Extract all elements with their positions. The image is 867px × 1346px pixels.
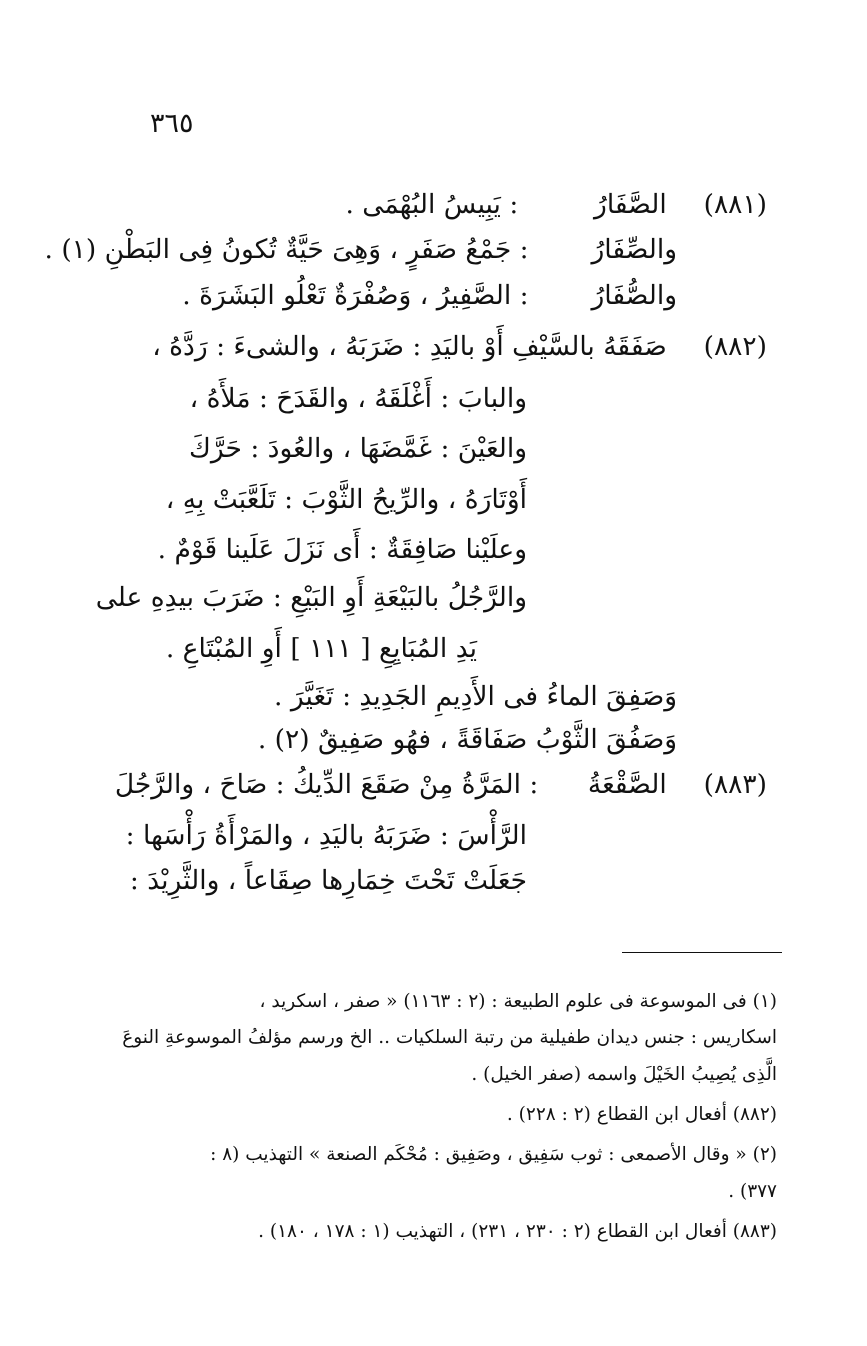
entry-line-2 xyxy=(44,234,677,265)
entry-line-9 xyxy=(95,582,527,613)
entry-line-13 xyxy=(114,769,767,800)
gloss: : المَرَّةُ مِنْ صَقَعَ الدِّيكُ : صَاحَ ، والرَّجُلَ xyxy=(114,769,539,800)
gloss: والعَيْنَ : غَمَّضَهَا ، والعُودَ : حَرَّكَ xyxy=(189,433,527,464)
gloss: وَصَفُقَ الثَّوْبُ صَفَاقَةً ، فهُو صَفِيقٌ (٢) . xyxy=(257,724,677,755)
entry-line-5 xyxy=(189,383,527,414)
entry-line-8 xyxy=(157,534,527,565)
gloss: : ضَرَبَهُ ، والشىءَ : رَدَّهُ ، xyxy=(152,331,422,362)
entry-number: (٨٨٢) xyxy=(703,331,767,362)
gloss: يَدِ المُبَايِعِ [ ١١١ ] أَوِ المُبْتَاعِ . xyxy=(165,633,477,664)
headword: الصَّفَارُ xyxy=(594,189,667,220)
entry-line-15 xyxy=(129,865,527,896)
gloss: والبابَ : أَغْلَقَهُ ، والقَدَحَ : مَلأَهُ ، xyxy=(189,383,527,414)
gloss: الرَّأْسَ : ضَرَبَهُ باليَدِ ، والمَرْأَةُ رَأْسَها : xyxy=(125,820,527,851)
footnote-line: (٨٨٣) أفعال ابن القطاع (٢ : ٢٣٠ ، ٢٣١) ، التهذيب (١ : ١٧٨ ، ١٨٠) . xyxy=(258,1221,777,1242)
gloss: : يَبِيسُ البُهْمَى . xyxy=(345,189,519,220)
footnote-line: (١) فى الموسوعة فى علوم الطبيعة : (٢ : ١١٦٣) « صفر ، اسكريد ، xyxy=(259,991,777,1012)
gloss: أَوْتَارَهُ ، والرِّيحُ الثَّوْبَ : تَلَعَّبَتْ بِهِ ، xyxy=(165,484,527,515)
entry-line-6 xyxy=(189,433,527,464)
footnote-line: الَّذِى يُصِيبُ الخَيْلَ واسمه (صفر الخيل) . xyxy=(471,1064,777,1085)
gloss: وَصَفِقَ الماءُ فى الأَدِيمِ الجَدِيدِ : تَغَيَّرَ . xyxy=(274,681,677,712)
footnote-line: اسكاريس : جنس ديدان طفيلية من رتبة السلكيات .. الخ ورسم مؤلفُ الموسوعةِ النوعَ xyxy=(122,1027,777,1048)
headword: والصُّفَارُ xyxy=(591,280,677,311)
headword: الصَّقْعَةُ xyxy=(587,769,667,800)
entry-number: (٨٨٣) xyxy=(703,769,767,800)
footnote-divider xyxy=(622,952,782,953)
entry-line-3 xyxy=(182,280,677,311)
gloss: : جَمْعُ صَفَرٍ ، وَهِىَ حَيَّةٌ تُكونُ فِى البَطْنِ (١) . xyxy=(44,234,529,265)
entry-line-11 xyxy=(274,681,677,712)
entry-line-12 xyxy=(257,724,677,755)
entry-line-10 xyxy=(165,633,477,664)
page-number: ٣٦٥ xyxy=(150,108,194,139)
entry-line-4 xyxy=(152,331,767,362)
headword: صَفَقَهُ بالسَّيْفِ أَوْ باليَدِ xyxy=(429,331,667,362)
footnote-line: ٣٧٧) . xyxy=(728,1181,777,1202)
entry-line-1 xyxy=(345,189,767,220)
gloss: والرَّجُلُ بالبَيْعَةِ أَوِ البَيْعِ : ضَرَبَ بيدِهِ على xyxy=(95,582,527,613)
entry-line-7 xyxy=(165,484,527,515)
gloss: وعلَيْنا صَافِقَةٌ : أَى نَزَلَ عَلَينا قَوْمٌ . xyxy=(157,534,527,565)
entry-number: (٨٨١) xyxy=(703,189,767,220)
footnote-line: (٢) « وقال الأصمعى : ثوب سَفِيق ، وصَفِيق : مُحْكَم الصنعة » التهذيب (٨ : xyxy=(210,1144,777,1165)
headword: والصِّفَارُ xyxy=(591,234,677,265)
footnote-line: (٨٨٢) أفعال ابن القطاع (٢ : ٢٢٨) . xyxy=(506,1104,777,1125)
gloss: جَعَلَتْ تَحْتَ خِمَارِها صِقَاعاً ، والثَّرِيْدَ : xyxy=(129,865,527,896)
gloss: : الصَّفِيرُ ، وَصُفْرَةٌ تَعْلُو البَشَرَةَ . xyxy=(182,280,529,311)
entry-line-14 xyxy=(125,820,527,851)
